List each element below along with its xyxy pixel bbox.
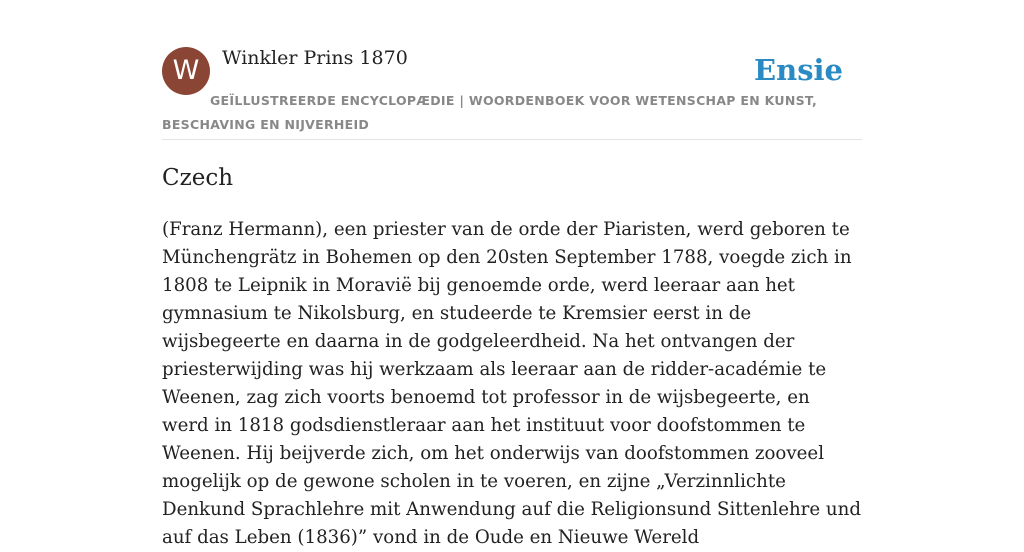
source-avatar[interactable]: W	[162, 47, 210, 95]
source-title[interactable]: Winkler Prins 1870	[222, 47, 408, 69]
header-divider	[162, 139, 862, 140]
ensie-logo[interactable]: Ensie	[754, 53, 843, 87]
entry-title: Czech	[162, 165, 234, 191]
source-subtitle: GEÏLLUSTREERDE ENCYCLOPÆDIE | WOORDENBOEK VOOR WETENSCHAP EN KUNST, BESCHAVING EN NIJVERHEID	[162, 93, 818, 132]
entry-body: (Franz Hermann), een priester van de orde der Piaristen, werd geboren te Münchengrätz in Bohemen op den 20sten September 1788, voegde zich in 1808 te Leipnik in Moravië bij genoemde orde, werd leeraar aan het gymnasium te Nikolsburg, en studeerde te Kremsier eerst in de wijsbegeerte en daarna in de godgeleerdheid. Na het ontvangen der priesterwijding was hij werkzaam als leeraar aan de ridder-académie te Weenen, zag zich voorts benoemd tot professor in de wijsbegeerte, en werd in 1818 godsdienstleraar aan het instituut voor doofstommen te Weenen. Hij beijverde zich, om het onderwijs van doofstommen zooveel mogelijk op de gewone scholen in te voeren, en zijne „Verzinnlichte Denkund Sprachlehre mit Anwendung auf die Religionsund Sittenlehre und auf das Leben (1836)” vond in de Oude en Nieuwe Wereld	[162, 219, 861, 548]
